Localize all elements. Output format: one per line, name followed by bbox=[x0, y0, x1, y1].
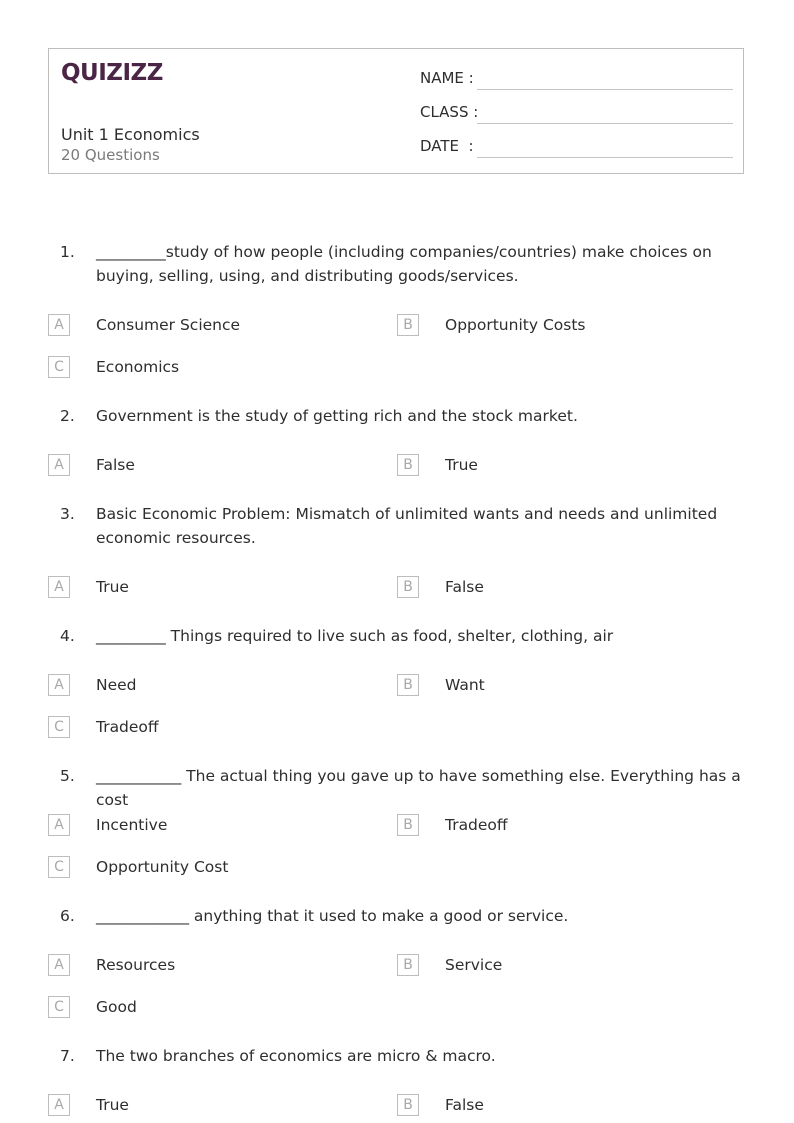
option-text: True bbox=[96, 1096, 129, 1114]
option-text: Tradeoff bbox=[96, 718, 159, 736]
option-text: Opportunity Cost bbox=[96, 858, 229, 876]
class-label: CLASS : bbox=[420, 103, 479, 121]
question-number: 7. bbox=[60, 1047, 75, 1065]
question-text: ___________ The actual thing you gave up to have something else. Everything has a cost bbox=[96, 767, 741, 809]
date-label: DATE : bbox=[420, 137, 474, 155]
question-text: Basic Economic Problem: Mismatch of unlimited wants and needs and unlimited economic resources. bbox=[96, 505, 718, 547]
question-number: 2. bbox=[60, 407, 75, 425]
option-text: False bbox=[445, 578, 484, 596]
option-text: Consumer Science bbox=[96, 316, 241, 334]
worksheet-title: Unit 1 Economics bbox=[61, 125, 200, 144]
name-line[interactable] bbox=[477, 89, 733, 90]
option-text: True bbox=[445, 456, 478, 474]
option-text: Tradeoff bbox=[445, 816, 508, 834]
quizizz-logo bbox=[61, 60, 163, 86]
option-letter: B bbox=[397, 454, 419, 476]
option-text: Want bbox=[445, 676, 485, 694]
option-letter: B bbox=[397, 814, 419, 836]
question-text: ____________ anything that it used to make a good or service. bbox=[96, 907, 569, 925]
option-letter: B bbox=[397, 1094, 419, 1116]
date-line[interactable] bbox=[477, 157, 733, 158]
option-text: True bbox=[96, 578, 129, 596]
option-letter: A bbox=[48, 814, 70, 836]
option-letter: A bbox=[48, 1094, 70, 1116]
option-text: Incentive bbox=[96, 816, 168, 834]
option-letter: A bbox=[48, 454, 70, 476]
option-letter: A bbox=[48, 314, 70, 336]
question-number: 6. bbox=[60, 907, 75, 925]
question-count: 20 Questions bbox=[61, 146, 160, 164]
option-letter: C bbox=[48, 996, 70, 1018]
question-number: 4. bbox=[60, 627, 75, 645]
question-text: Government is the study of getting rich and the stock market. bbox=[96, 407, 578, 425]
option-letter: C bbox=[48, 356, 70, 378]
logo-text: QUIZIZZ bbox=[61, 60, 163, 86]
option-letter: B bbox=[397, 954, 419, 976]
option-letter: C bbox=[48, 856, 70, 878]
option-text: Opportunity Costs bbox=[445, 316, 586, 334]
option-letter: B bbox=[397, 674, 419, 696]
question-text: The two branches of economics are micro & macro. bbox=[96, 1047, 496, 1065]
worksheet-header bbox=[48, 48, 744, 174]
option-letter: B bbox=[397, 576, 419, 598]
question-number: 3. bbox=[60, 505, 75, 523]
option-text: Service bbox=[445, 956, 503, 974]
option-letter: B bbox=[397, 314, 419, 336]
option-text: Economics bbox=[96, 358, 180, 376]
question-text: _________ Things required to live such as food, shelter, clothing, air bbox=[96, 627, 614, 645]
option-text: Resources bbox=[96, 956, 176, 974]
question-text: _________study of how people (including companies/countries) make choices on buying, selling, using, and distributing goods/services. bbox=[96, 243, 712, 285]
option-text: Need bbox=[96, 676, 137, 694]
class-line[interactable] bbox=[477, 123, 733, 124]
option-text: Good bbox=[96, 998, 137, 1016]
name-label: NAME : bbox=[420, 69, 474, 87]
option-letter: A bbox=[48, 954, 70, 976]
option-letter: C bbox=[48, 716, 70, 738]
option-text: False bbox=[445, 1096, 484, 1114]
option-letter: A bbox=[48, 576, 70, 598]
option-text: False bbox=[96, 456, 135, 474]
option-letter: A bbox=[48, 674, 70, 696]
question-number: 5. bbox=[60, 767, 75, 785]
question-number: 1. bbox=[60, 243, 75, 261]
